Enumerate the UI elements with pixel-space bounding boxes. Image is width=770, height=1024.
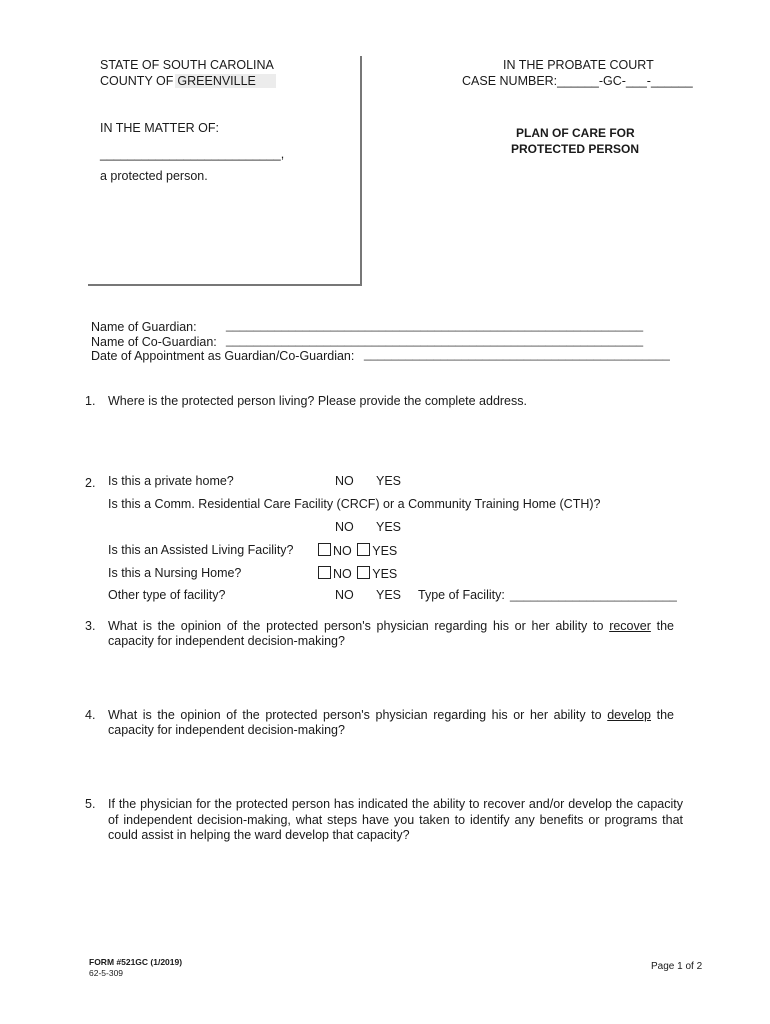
q2-assisted-label: Is this an Assisted Living Facility? xyxy=(108,543,294,557)
nursing-yes-checkbox[interactable] xyxy=(357,566,370,579)
co-guardian-name-label: Name of Co-Guardian: xyxy=(91,335,217,349)
matter-of-label: IN THE MATTER OF: xyxy=(100,121,219,135)
q4-text-after: the xyxy=(651,708,674,722)
q2-other-label: Other type of facility? xyxy=(108,588,226,602)
nursing-no-checkbox[interactable] xyxy=(318,566,331,579)
q3-text-before: What is the opinion of the protected person's physician regarding his or her ability to xyxy=(108,619,610,633)
assisted-yes-checkbox[interactable] xyxy=(357,543,370,556)
q3-keyword: recover xyxy=(609,619,651,633)
q2-crcf-label: Is this a Comm. Residential Care Facility (CRCF) or a Community Training Home (CTH)? xyxy=(108,497,601,511)
q2-number: 2. xyxy=(85,476,96,490)
q2-nursing-yes: YES xyxy=(372,567,398,581)
q2-nursing-label: Is this a Nursing Home? xyxy=(108,566,242,580)
q2-private-home-no[interactable]: NO xyxy=(335,474,354,488)
state-label: STATE OF SOUTH CAROLINA xyxy=(100,58,274,72)
q1-text: Where is the protected person living? Please provide the complete address. xyxy=(108,394,527,408)
q5-line3: could assist in helping the ward develop that capacity? xyxy=(108,828,410,842)
guardian-name-label: Name of Guardian: xyxy=(91,320,197,334)
q2-nursing-no: NO xyxy=(333,567,352,581)
q5-number: 5. xyxy=(85,797,96,811)
q2-assisted-yes: YES xyxy=(372,544,398,558)
assisted-no-checkbox[interactable] xyxy=(318,543,331,556)
q2-other-no[interactable]: NO xyxy=(335,588,354,602)
q5-line1: If the physician for the protected person has indicated the ability to recover and/or develop the capacity xyxy=(108,797,683,811)
q3-text xyxy=(108,618,674,634)
q4-number: 4. xyxy=(85,708,96,722)
q4-text xyxy=(108,707,674,723)
form-title-line1: PLAN OF CARE FOR xyxy=(516,126,635,140)
county-field[interactable]: GREENVILLE xyxy=(175,74,276,88)
form-title-line2: PROTECTED PERSON xyxy=(511,142,640,156)
co-guardian-name-field[interactable]: ____________________________________________________________ xyxy=(226,333,644,347)
case-number-field[interactable]: CASE NUMBER:______-GC-___-______ xyxy=(462,74,693,88)
q5-line2: of independent decision-making, what steps have you taken to identify any benefits or programs that xyxy=(108,813,683,827)
appointment-date-label: Date of Appointment as Guardian/Co-Guardian: xyxy=(91,349,355,363)
q2-other-yes[interactable]: YES xyxy=(376,588,402,602)
q2-assisted-options xyxy=(318,543,397,558)
q3-text-after: the xyxy=(650,619,674,633)
q2-crcf-yes[interactable]: YES xyxy=(376,520,402,534)
form-number: FORM #521GC (1/2019) xyxy=(89,957,183,967)
court-label: IN THE PROBATE COURT xyxy=(503,58,654,72)
q3-line2: capacity for independent decision-making? xyxy=(108,634,345,648)
protected-person-name-field[interactable]: __________________________, xyxy=(100,147,285,161)
q2-nursing-options xyxy=(318,566,397,581)
page-number: Page 1 of 2 xyxy=(651,961,703,972)
q2-crcf-no[interactable]: NO xyxy=(335,520,354,534)
county-label: COUNTY OF xyxy=(100,74,174,88)
q3-number: 3. xyxy=(85,619,96,633)
q4-line2: capacity for independent decision-making? xyxy=(108,723,345,737)
q4-text-before: What is the opinion of the protected person's physician regarding his or her ability to xyxy=(108,708,608,722)
q2-type-field[interactable]: ________________________ xyxy=(510,588,677,602)
statute-number: 62-5-309 xyxy=(89,968,124,978)
q4-keyword: develop xyxy=(607,708,652,722)
q1-number: 1. xyxy=(85,394,96,408)
appointment-date-field[interactable]: ____________________________________________ xyxy=(364,347,670,361)
guardian-name-field[interactable]: ____________________________________________________________ xyxy=(226,318,644,332)
q2-assisted-no: NO xyxy=(333,544,352,558)
q2-private-home-label: Is this a private home? xyxy=(108,474,234,488)
q2-private-home-yes[interactable]: YES xyxy=(376,474,402,488)
county-line xyxy=(100,74,276,88)
protected-person-label: a protected person. xyxy=(100,169,208,183)
q2-type-label: Type of Facility: xyxy=(418,588,505,602)
